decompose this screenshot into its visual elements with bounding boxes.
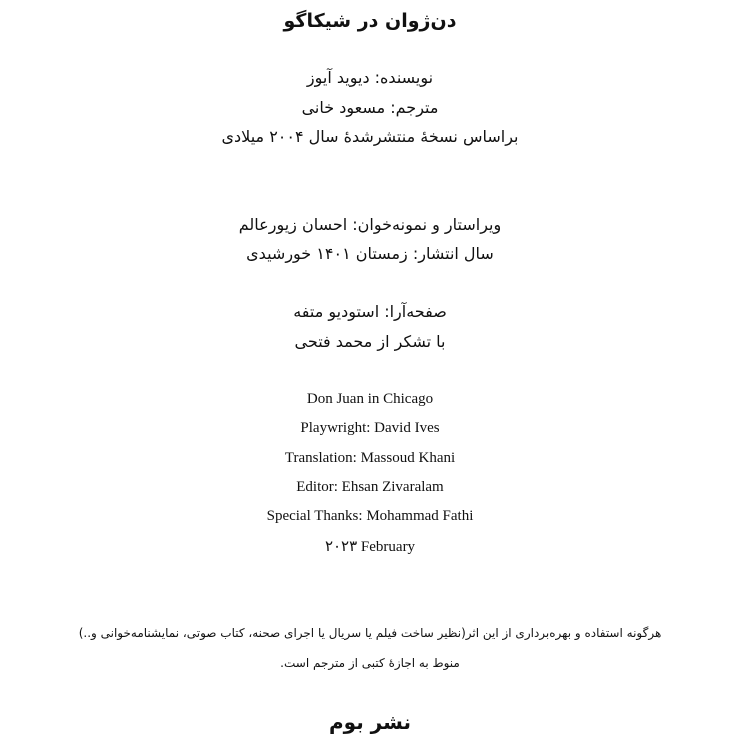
thanks-fa: با تشکر از محمد فتحی <box>294 332 446 351</box>
publisher-name: نشر بوم <box>329 710 411 734</box>
thanks-en: Special Thanks: Mohammad Fathi <box>266 508 474 524</box>
rights-notice-line-2: منوط به اجازهٔ کتبی از مترجم است. <box>280 656 460 670</box>
translator-fa: مترجم: مسعود خانی <box>301 98 439 117</box>
author-fa: نویسنده: دیوید آیوز <box>306 68 434 87</box>
editor-en: Editor: Ehsan Zivaralam <box>296 479 444 495</box>
date-en: ۲۰۲۳ February <box>324 539 416 555</box>
based-on-fa: براساس نسخهٔ منتشرشدهٔ سال ۲۰۰۴ میلادی <box>221 127 519 146</box>
rights-notice-line-1: هرگونه استفاده و بهره‌برداری از این اثر(نظیر ساخت فیلم یا سریال یا اجرای صحنه، کتاب صوتی، نمایشنامه‌خوانی و..) <box>78 626 662 640</box>
playwright-en: Playwright: David Ives <box>300 420 440 436</box>
translation-en: Translation: Massoud Khani <box>284 450 456 466</box>
book-title-en: Don Juan in Chicago <box>306 391 434 407</box>
editor-fa: ویراستار و نمونه‌خوان: احسان زیورعالم <box>238 215 502 234</box>
layout-credit-fa: صفحه‌آرا: استودیو متفه <box>293 302 447 321</box>
book-title-fa: دن‌ژوان در شیکاگو <box>283 10 457 32</box>
publication-year-fa: سال انتشار: زمستان ۱۴۰۱ خورشیدی <box>246 244 494 263</box>
